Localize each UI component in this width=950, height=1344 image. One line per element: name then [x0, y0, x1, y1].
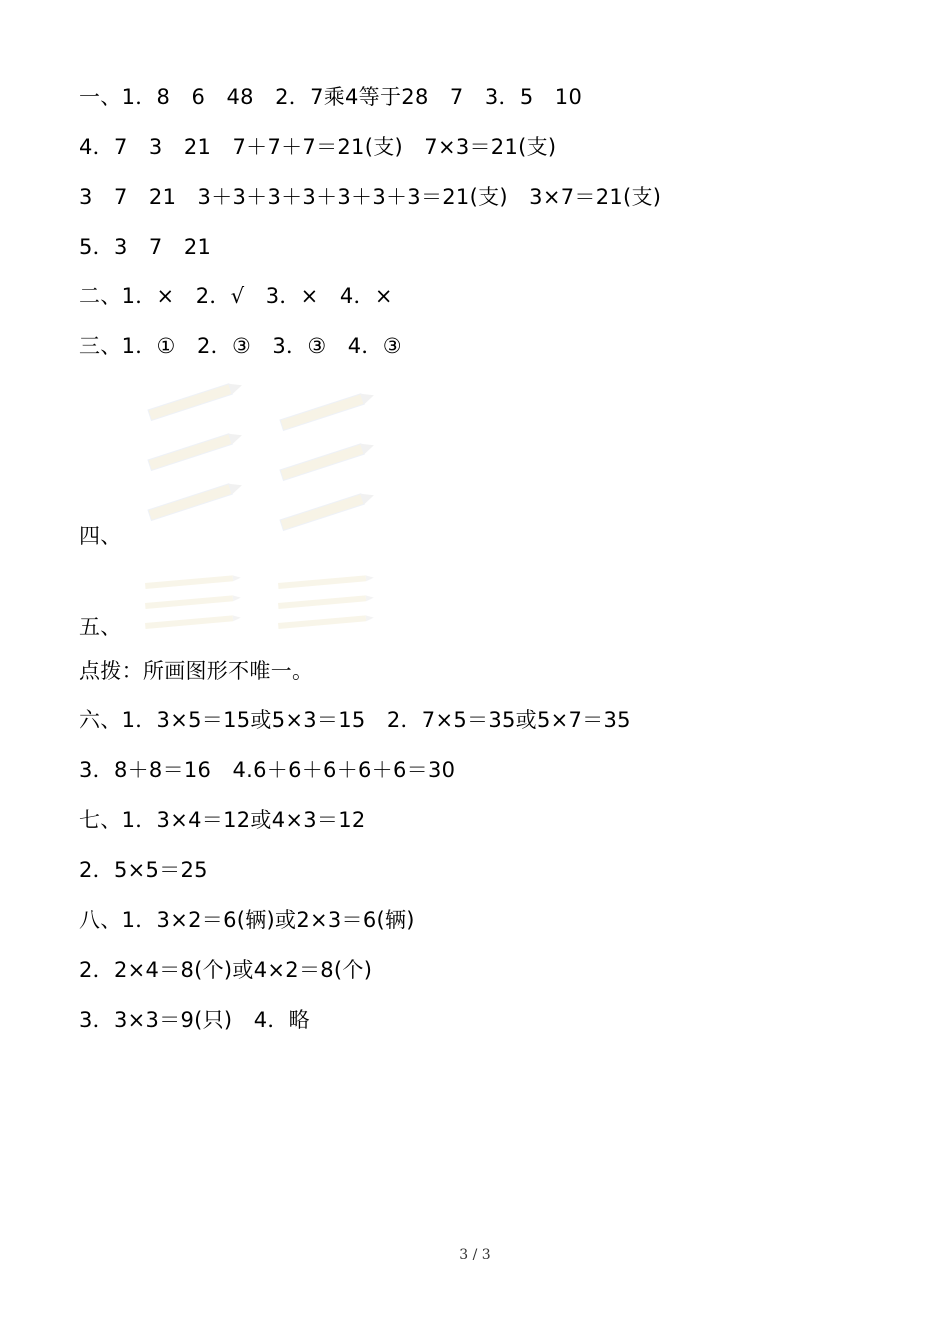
- answer-line-13: 八、1．3×2＝6(辆)或2×3＝6(辆): [79, 908, 415, 932]
- page-number: 3 / 3: [459, 1247, 491, 1263]
- answer-line-1: 一、1．8 6 48 2．7乘4等于28 7 3．5 10: [79, 85, 583, 109]
- section-five-label: 五、: [79, 615, 122, 639]
- answer-line-4: 5．3 7 21: [79, 235, 212, 259]
- pencil-icon: [145, 575, 374, 629]
- answer-line-11: 七、1．3×4＝12或4×3＝12: [79, 808, 366, 832]
- answer-line-5: 二、1．× 2．√ 3．× 4．×: [79, 284, 393, 308]
- section-four-label: 四、: [79, 524, 122, 548]
- hint-line: 点拨：所画图形不唯一。: [79, 659, 314, 683]
- pencil-group-figure: [140, 375, 390, 535]
- answer-line-6: 三、1．① 2．③ 3．③ 4．③: [79, 334, 402, 358]
- answer-line-12: 2．5×5＝25: [79, 858, 208, 882]
- answer-line-9: 六、1．3×5＝15或5×3＝15 2．7×5＝35或5×7＝35: [79, 708, 631, 732]
- pencil-icon: [148, 380, 376, 530]
- answer-line-2: 4．7 3 21 7＋7＋7＝21(支) 7×3＝21(支): [79, 135, 557, 159]
- pencil-row-figure: [140, 568, 390, 638]
- answer-line-3: 3 7 21 3＋3＋3＋3＋3＋3＋3＝21(支) 3×7＝21(支): [79, 185, 662, 209]
- answer-line-14: 2．2×4＝8(个)或4×2＝8(个): [79, 958, 373, 982]
- answer-line-10: 3．8＋8＝16 4.6＋6＋6＋6＋6＝30: [79, 758, 456, 782]
- answer-line-15: 3．3×3＝9(只) 4．略: [79, 1008, 310, 1032]
